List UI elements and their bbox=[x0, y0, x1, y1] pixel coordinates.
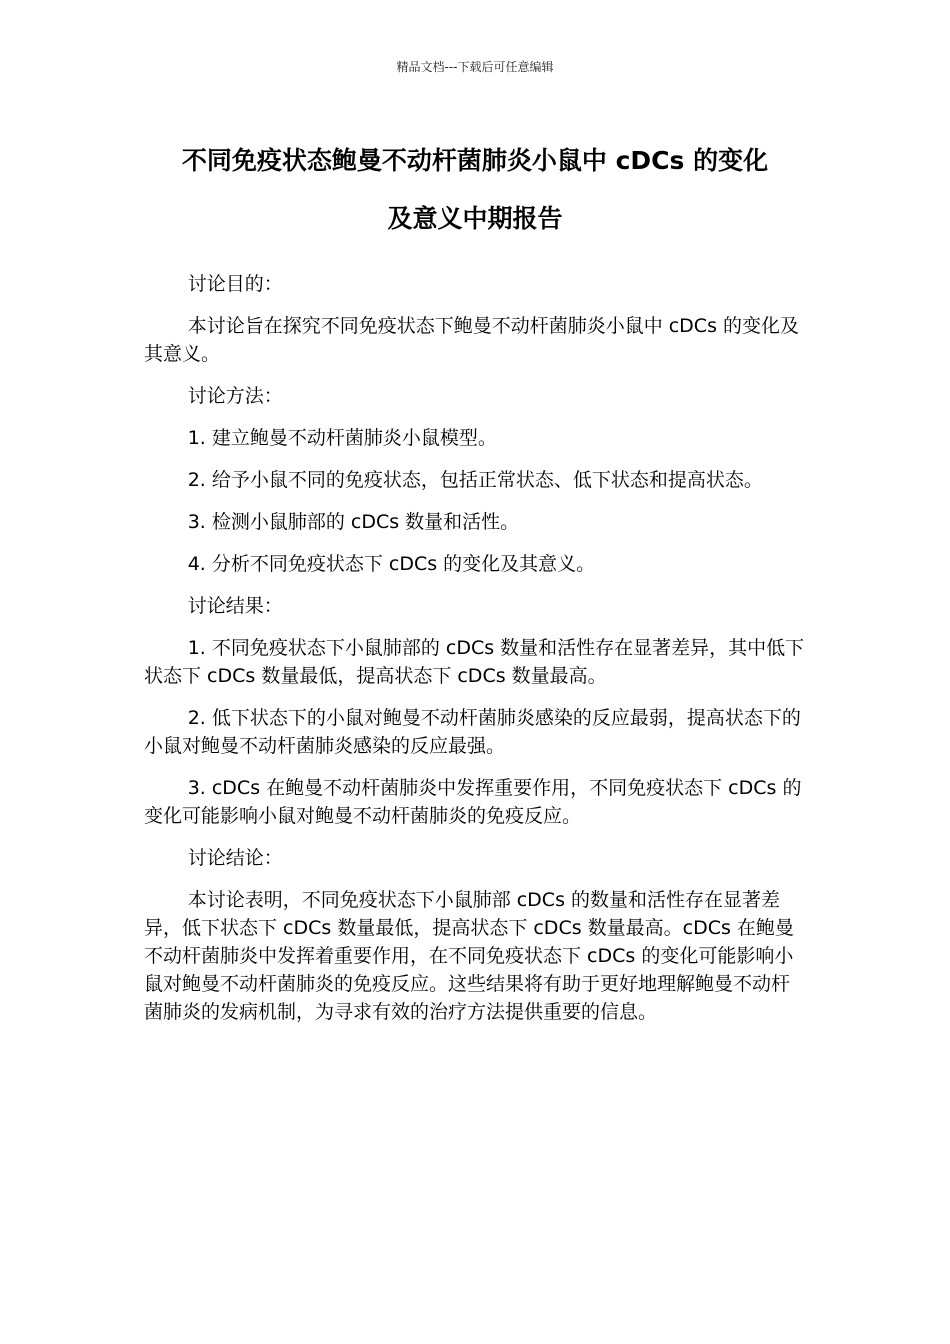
result-item: 3. cDCs 在鲍曼不动杆菌肺炎中发挥重要作用，不同免疫状态下 cDCs 的变化可能影响小鼠对鲍曼不动杆菌肺炎的免疫反应。 bbox=[144, 777, 802, 827]
result-item: 1. 不同免疫状态下小鼠肺部的 cDCs 数量和活性存在显著差异，其中低下状态下 cDCs 数量最低，提高状态下 cDCs 数量最高。 bbox=[144, 637, 805, 687]
method-item: 2. 给予小鼠不同的免疫状态，包括正常状态、低下状态和提高状态。 bbox=[187, 469, 763, 491]
purpose-heading: 讨论目的： bbox=[187, 273, 283, 295]
title-line-1: 不同免疫状态鲍曼不动杆菌肺炎小鼠中 cDCs 的变化 bbox=[181, 146, 769, 175]
header-note: 精品文档---下载后可任意编辑 bbox=[396, 60, 554, 74]
purpose-text: 本讨论旨在探究不同免疫状态下鲍曼不动杆菌肺炎小鼠中 cDCs 的变化及其意义。 bbox=[144, 315, 800, 365]
document-title bbox=[140, 132, 810, 248]
method-item: 1. 建立鲍曼不动杆菌肺炎小鼠模型。 bbox=[187, 427, 497, 449]
methods-heading: 讨论方法： bbox=[187, 385, 283, 407]
document-body bbox=[144, 270, 806, 1040]
result-item: 2. 低下状态下的小鼠对鲍曼不动杆菌肺炎感染的反应最弱，提高状态下的小鼠对鲍曼不动杆菌肺炎感染的反应最强。 bbox=[144, 707, 801, 757]
conclusion-text: 本讨论表明，不同免疫状态下小鼠肺部 cDCs 的数量和活性存在显著差异，低下状态下 cDCs 数量最低，提高状态下 cDCs 数量最高。cDCs 在鲍曼不动杆菌肺炎中发挥着重要作用，在不同免疫状态下 cDCs 的变化可能影响小鼠对鲍曼不动杆菌肺炎的免疫反应。这些结果将有助于更好地理解鲍曼不动杆菌肺炎的发病机制，为寻求有效的治疗方法提供重要的信息。 bbox=[144, 889, 794, 1023]
method-item: 4. 分析不同免疫状态下 cDCs 的变化及其意义。 bbox=[187, 553, 596, 575]
title-line-2: 及意义中期报告 bbox=[387, 204, 563, 233]
method-item: 3. 检测小鼠肺部的 cDCs 数量和活性。 bbox=[187, 511, 520, 533]
results-heading: 讨论结果： bbox=[187, 595, 283, 617]
conclusion-heading: 讨论结论： bbox=[187, 847, 283, 869]
